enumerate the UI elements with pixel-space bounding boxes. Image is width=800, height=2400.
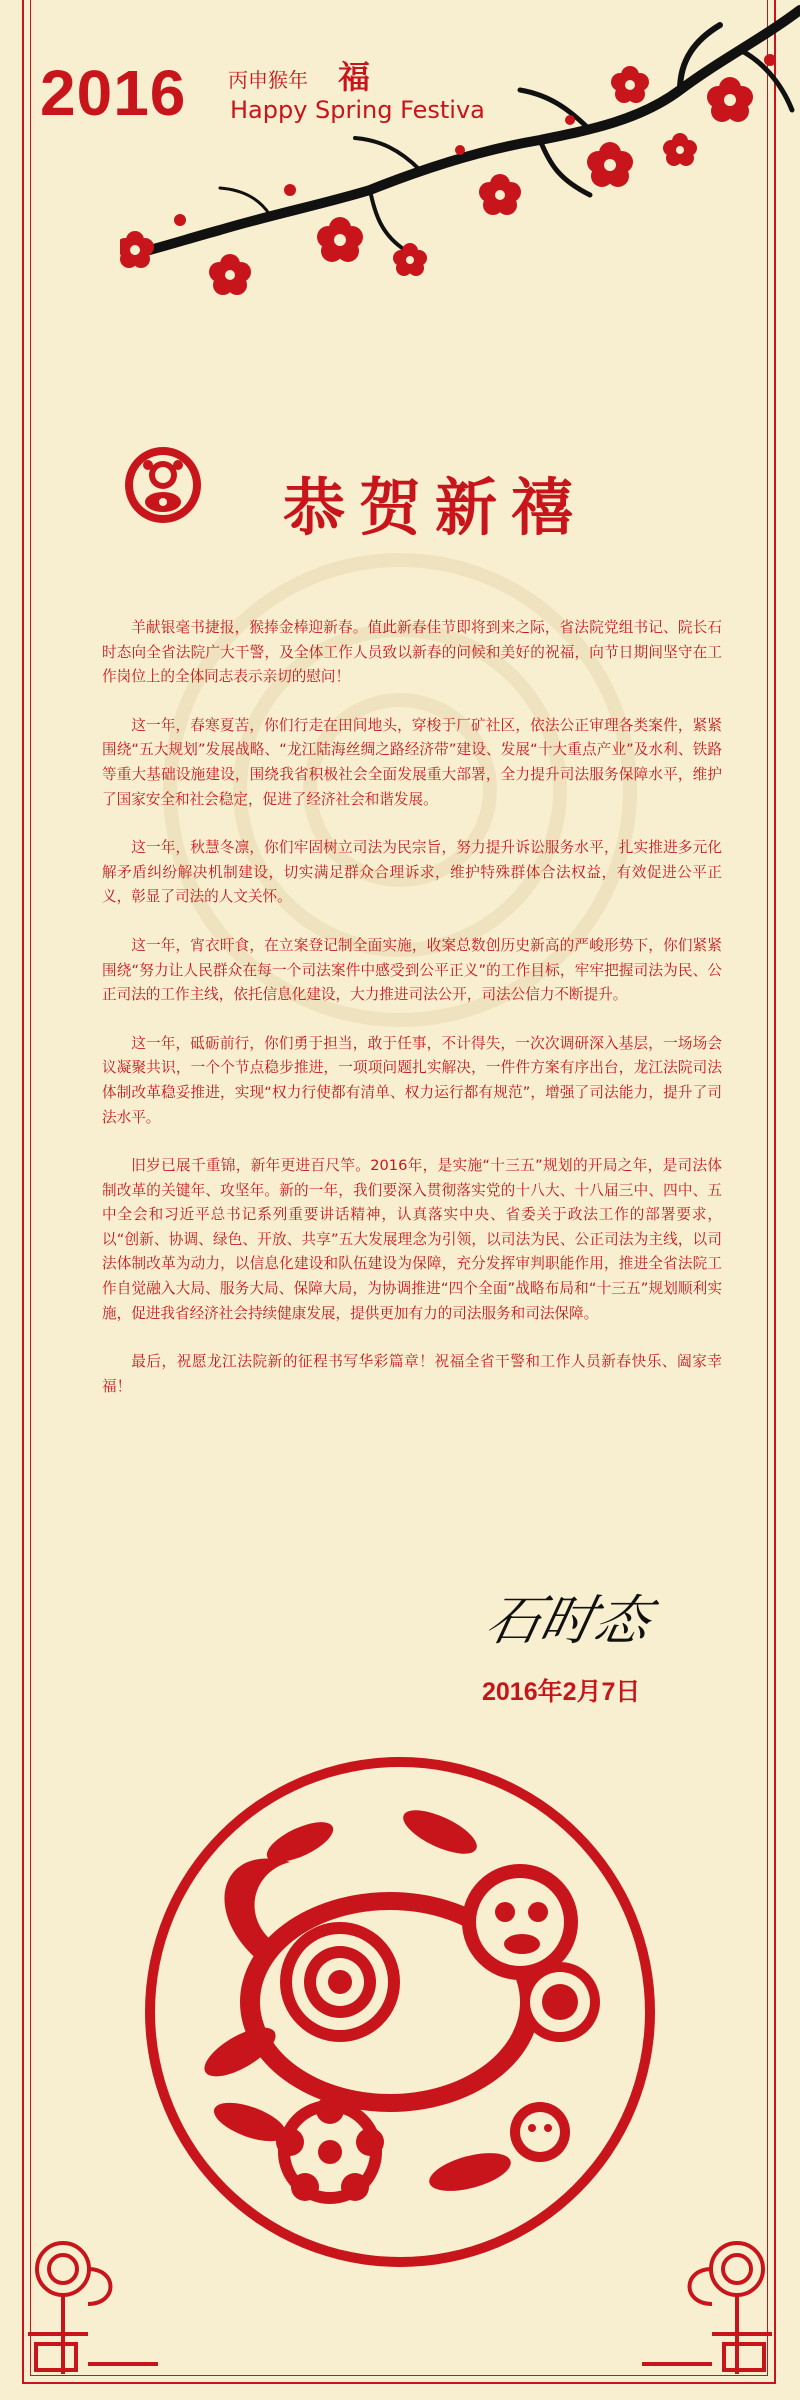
monkey-emblem-icon <box>118 440 208 530</box>
plum-blossom-branch <box>120 0 800 300</box>
paragraph: 这一年，秋慧冬凛，你们牢固树立司法为民宗旨，努力提升诉讼服务水平，扎实推进多元化解矛盾纠纷解决机制建设，切实满足群众合理诉求，维护特殊群体合法权益，有效促进公平正义，彰显了司法的人文关怀。 <box>102 839 722 906</box>
page-title: 恭贺新禧 <box>283 471 588 544</box>
year-heading: 2016 <box>40 57 187 129</box>
paragraph: 旧岁已展千重锦，新年更进百尺竿。2016年，是实施“十三五”规划的开局之年，是司法体制改革的关键年、攻坚年。新的一年，我们要深入贯彻落实党的十八大、十八届三中、四中、五中全会和习近平总书记系列重要讲话精神，认真落实中央、省委关于政法工作的部署要求，以“创新、协调、绿色、开放、共享”五大发展理念为引领，以司法为民、公正司法为主线，以司法体制改革为动力，以信息化建设和队伍建设为保障，充分发挥审判职能作用，推进全省法院工作自觉融入大局、服务大局、保障大局，为协调推进“四个全面”战略布局和“十三五”规划顺利实施，促进我省经济社会持续健康发展，提供更加有力的司法服务和司法保障。 <box>102 1157 722 1322</box>
letter-body <box>102 616 722 1423</box>
spring-festival-text: Happy Spring Festiva <box>230 96 485 124</box>
zodiac-text: 丙申猴年 <box>228 68 308 92</box>
paragraph: 这一年，宵衣旰食，在立案登记制全面实施，收案总数创历史新高的严峻形势下，你们紧紧围绕“努力让人民群众在每一个司法案件中感受到公平正义”的工作目标，牢牢把握司法为民、公正司法的工作主线，依托信息化建设，大力推进司法公开，司法公信力不断提升。 <box>102 936 722 1004</box>
paragraph: 这一年，砥砺前行，你们勇于担当，敢于任事，不计得失，一次次调研深入基层，一场场会议凝聚共识，一个个节点稳步推进，一项项问题扎实解决，一件件方案有序出台，龙江法院司法体制改革稳妥推进，实现“权力行使都有清单、权力运行都有规范”，增强了司法能力，提升了司法水平。 <box>102 1034 722 1126</box>
paragraph: 最后，祝愿龙江法院新的征程书写华彩篇章！祝福全省干警和工作人员新春快乐、阖家幸福！ <box>102 1353 722 1395</box>
date: 2016年2月7日 <box>482 1678 641 1706</box>
monkey-papercut-image <box>140 1752 660 2272</box>
paragraph: 羊献银毫书捷报，猴捧金棒迎新春。值此新春佳节即将到来之际，省法院党组书记、院长石时态向全省法院广大干警，及全体工作人员致以新春的问候和美好的祝福，向节日期间坚守在工作岗位上的全体同志表示亲切的慰问！ <box>102 619 722 686</box>
corner-ornament-left <box>28 2234 158 2374</box>
corner-ornament-right <box>642 2234 772 2374</box>
signature: 石时态 <box>480 1589 656 1652</box>
fu-character: 福 <box>338 58 371 96</box>
paragraph: 这一年，春寒夏苦，你们行走在田间地头，穿梭于厂矿社区，依法公正审理各类案件，紧紧围绕“五大规划”发展战略、“龙江陆海丝绸之路经济带”建设、发展“十大重点产业”及水利、铁路等重大基础设施建设，围绕我省积极社会全面发展重大部署，全力提升司法服务保障水平，维护了国家安全和社会稳定，促进了经济社会和谐发展。 <box>102 716 722 808</box>
